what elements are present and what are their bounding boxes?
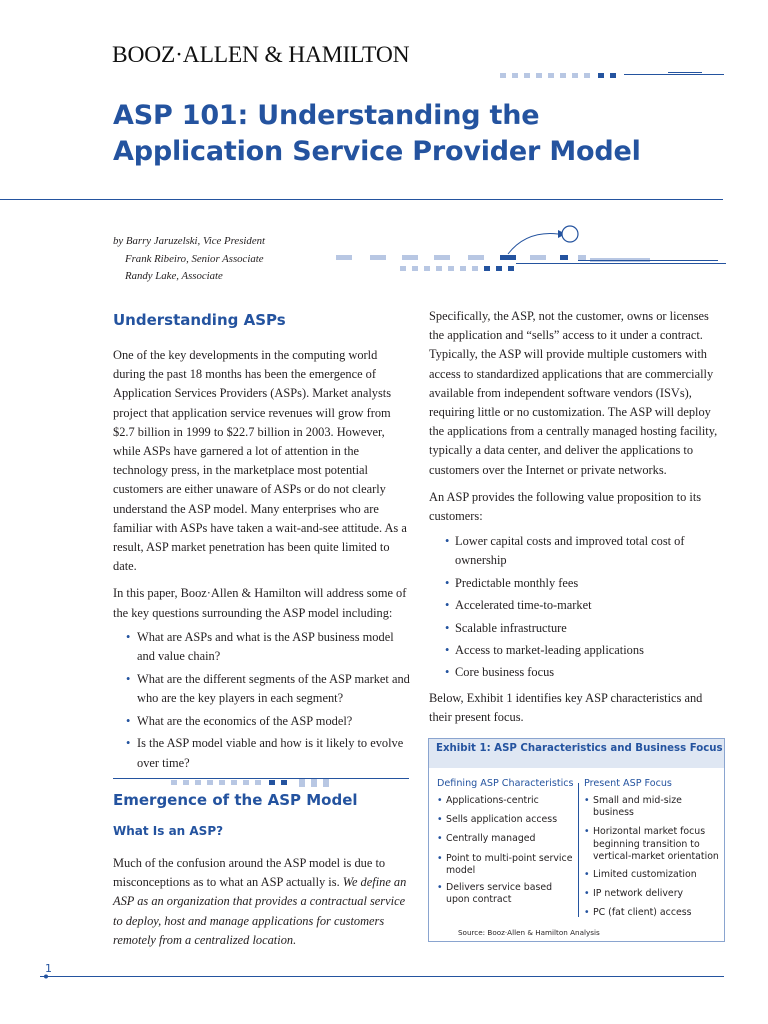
bullet-icon: • [126,629,131,644]
exhibit-source: Source: Booz·Allen & Hamilton Analysis [458,928,600,937]
value-prop-list [429,532,725,682]
section-decoration [113,772,413,788]
page-number: 1 [45,962,52,975]
list-item: • Horizontal market focus beginning transition to vertical-market orientation [584,826,719,862]
bullet-icon: • [437,833,443,845]
footer-rule [36,972,726,982]
bullet-icon: • [445,620,450,635]
bullet-icon: • [437,795,443,806]
list-item: • Centrally managed [437,833,536,845]
exhibit-1-box [428,738,725,942]
paper-overview-paragraph: In this paper, Booz·Allen & Hamilton will address some of the key questions surrounding the ASP model including: [113,586,407,620]
list-item: • Accelerated time-to-market [429,596,725,615]
arrow-graphic [330,222,730,274]
list-item: • Delivers service based upon contract [437,882,553,906]
bullet-icon: • [445,534,450,549]
list-item: • IP network delivery [584,888,684,900]
bullet-icon: • [126,713,131,728]
list-item: • Lower capital costs and improved total cost of ownership [445,534,685,568]
page-title [113,98,733,170]
bullet-icon: • [584,888,590,900]
heading-emergence: Emergence of the ASP Model [113,791,358,809]
list-item: • Applications-centric [437,795,539,806]
col-header: Defining ASP Characteristics [437,778,574,789]
list-item: • Small and mid-size business [584,795,682,819]
col-header: Present ASP Focus [584,778,672,789]
author-2: Frank Ribeiro, Senior Associate [125,252,264,265]
list-item: • Is the ASP model viable and how is it likely to evolve over time? [126,736,404,770]
intro-paragraph: One of the key developments in the computing world during the past 18 months has been the emergence of Application Services Providers (ASPs). Market analysts project that application service revenues will grow from $2.7 billion in 1999 to $22.7 billion in 2003. However, while ASPs have garnered a lot of attention in the technology press, in the marketplace most potential customers are either unaware of ASPs or do not clearly understand the ASP model. Many enterprises who are familiar with ASPs have taken a wait-and-see attitude. As a result, ASP market penetration has been quite limited to date. [113,348,407,574]
bullet-icon: • [584,795,590,806]
list-item: • Scalable infrastructure [429,619,725,638]
bullet-icon: • [445,598,450,613]
value-prop-intro: An ASP provides the following value proposition to its customers: [429,489,702,524]
bullet-icon: • [584,907,590,919]
bullet-icon: • [584,869,590,881]
heading-understanding-asps: Understanding ASPs [113,311,286,329]
title-line-2: Application Service Provider Model [113,136,641,167]
list-item: • What are the economics of the ASP model? [113,712,411,731]
list-item: • Predictable monthly fees [429,574,725,593]
asp-ownership-paragraph: Specifically, the ASP, not the customer, owns or licenses the application and “sells” access to it under a contract. Typically, the ASP will provide multiple customers with access to standardized applications that are commercially available from independent software vendors (ISVs), requiring little or no customization. The ASP will deploy the applications from a centrally managed hosting facility, typically a data center, and deliver the applications to customers over the Internet or private networks. [429,309,718,477]
list-item: • Access to market-leading applications [429,641,725,660]
list-item: • What are the different segments of the ASP market and who are the key players in each segment? [126,671,410,705]
author-3: Randy Lake, Associate [125,270,223,282]
key-questions-list [113,628,411,773]
list-item: • Core business focus [429,663,725,682]
bullet-icon: • [126,671,131,686]
bullet-icon: • [445,665,450,680]
exhibit-intro: Below, Exhibit 1 identifies key ASP characteristics and their present focus. [429,690,703,724]
asp-definition: We define an ASP as an organization that provides a contractual service to deploy, host and manage applications for customers remotely from a centralized location. [113,875,407,947]
bullet-icon: • [437,814,443,826]
bullet-icon: • [584,826,590,838]
exhibit-col-focus [584,778,719,920]
authors-block [113,233,265,286]
list-item: • Point to multi-point service model [437,852,573,876]
list-item: • Limited customization [584,869,697,881]
bullet-icon: • [437,852,443,864]
bullet-icon: • [445,575,450,590]
list-item: • What are ASPs and what is the ASP business model and value chain? [126,629,394,664]
title-line-1: ASP 101: Understanding the [113,100,540,131]
right-column-body [429,307,725,727]
bullet-icon: • [437,882,443,894]
bullet-icon: • [126,736,131,751]
exhibit-divider [578,783,579,917]
author-1: by Barry Jaruzelski, Vice President [113,235,266,247]
exhibit-title: Exhibit 1: ASP Characteristics and Business Focus [429,739,724,768]
list-item: • Sells application access [437,814,558,826]
exhibit-col-characteristics [437,778,573,906]
list-item: • PC (fat client) access [584,907,692,919]
company-logo: BOOZ·ALLEN & HAMILTON [112,42,410,68]
definition-paragraph [113,854,411,950]
title-rule [0,199,723,200]
definition-lead-text: Much of the confusion around the ASP model is due to misconceptions as to what an ASP actually is. [113,856,386,890]
subheading-what-is-asp: What Is an ASP? [113,824,224,838]
bullet-icon: • [445,643,450,657]
header-decoration [490,64,730,80]
left-column-body [113,346,411,773]
